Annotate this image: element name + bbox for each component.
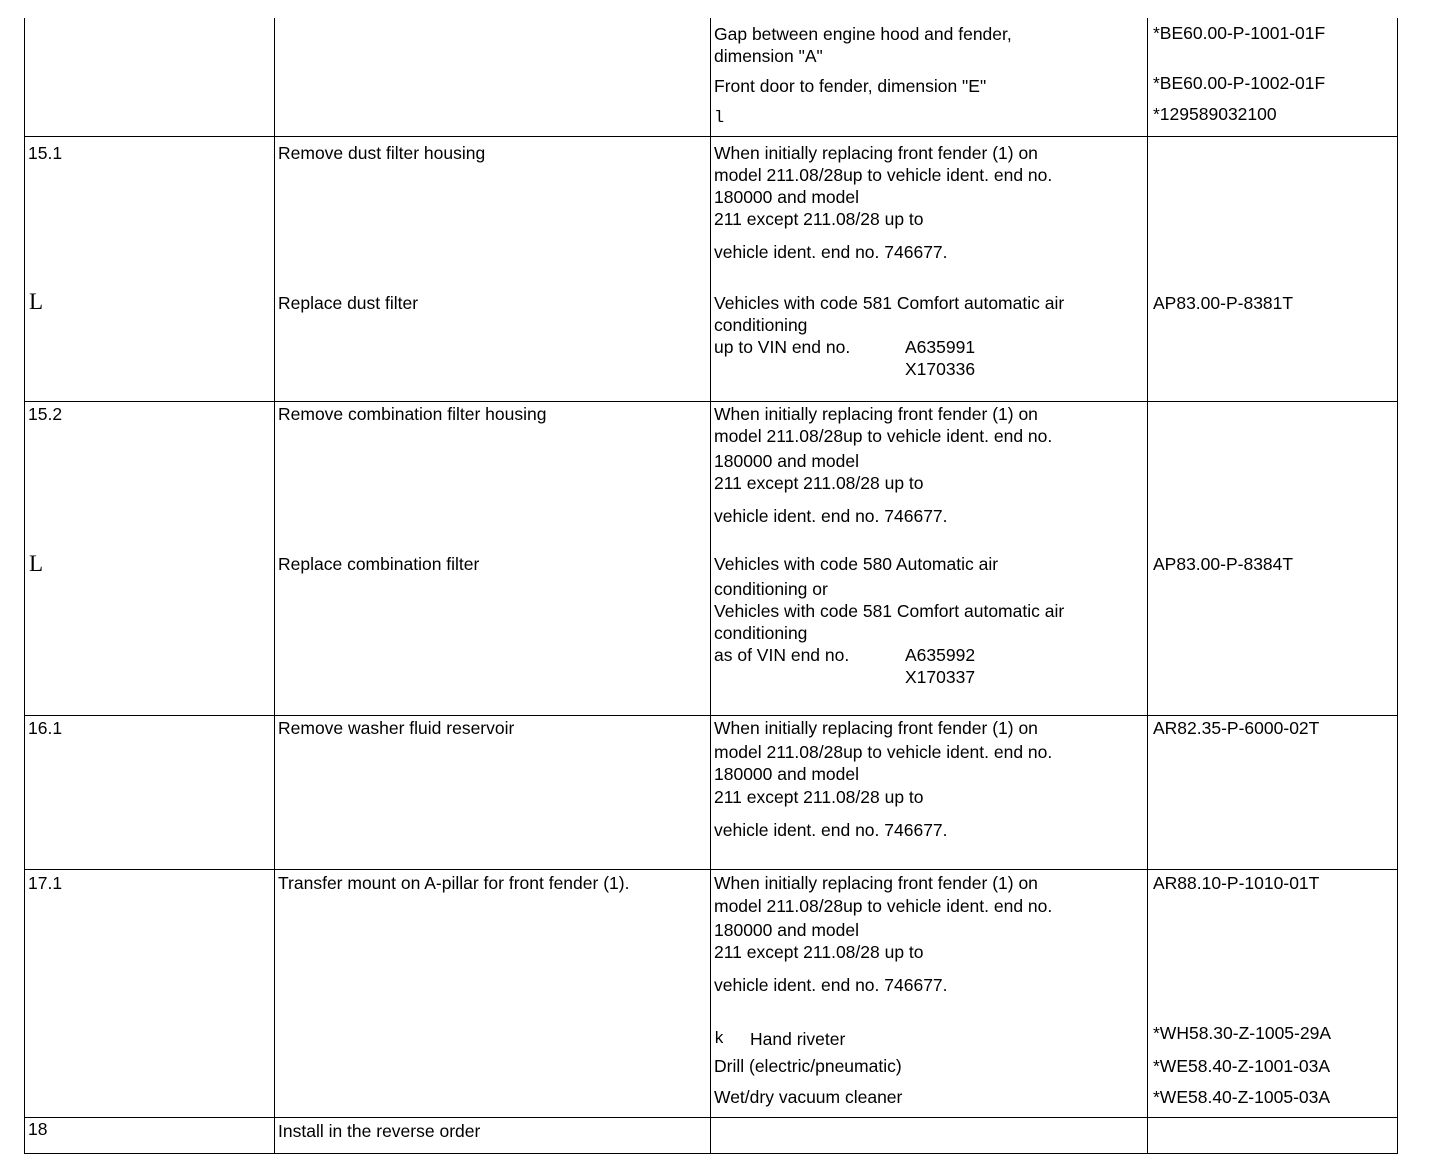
table-cell-condition: Vehicles with code 581 Comfort automatic air <box>714 293 1065 313</box>
table-cell-condition: model 211.08/28up to vehicle ident. end no. <box>714 742 1053 762</box>
table-cell-condition: 180000 and model <box>714 764 859 784</box>
table-cell-reference: AR88.10-P-1010-01T <box>1153 873 1320 893</box>
table-cell-condition: conditioning <box>714 315 808 335</box>
table-cell-reference: *BE60.00-P-1002-01F <box>1153 73 1326 93</box>
table-cell-condition: When initially replacing front fender (1) on <box>714 404 1038 424</box>
table-cell-condition: 180000 and model <box>714 451 859 471</box>
step-action: Remove combination filter housing <box>278 404 547 424</box>
table-cell-reference: *BE60.00-P-1001-01F <box>1153 23 1326 43</box>
row-divider <box>24 869 1398 870</box>
table-cell-condition: vehicle ident. end no. 746677. <box>714 820 948 840</box>
vin-value: A635992 <box>905 645 976 665</box>
tool-name: Drill (electric/pneumatic) <box>714 1056 902 1076</box>
table-cell-condition: Vehicles with code 580 Automatic air <box>714 554 999 574</box>
table-cell-reference: AP83.00-P-8381T <box>1153 293 1294 313</box>
step-action: Replace dust filter <box>278 293 419 313</box>
table-border-bottom <box>24 1153 1398 1154</box>
table-cell-condition: When initially replacing front fender (1) on <box>714 143 1038 163</box>
tool-symbol: k <box>714 1030 725 1049</box>
step-action: Remove washer fluid reservoir <box>278 718 515 738</box>
table-cell-condition: Vehicles with code 581 Comfort automatic air <box>714 601 1065 621</box>
substep-symbol: L <box>29 551 44 576</box>
table-cell-reference: AP83.00-P-8384T <box>1153 554 1294 574</box>
step-action: Transfer mount on A-pillar for front fender (1). <box>278 873 630 893</box>
vin-value: A635991 <box>905 337 976 357</box>
step-number: 16.1 <box>28 718 63 738</box>
table-cell-condition: 180000 and model <box>714 187 859 207</box>
tool-reference: *WE58.40-Z-1005-03A <box>1153 1087 1331 1107</box>
table-cell-condition: vehicle ident. end no. 746677. <box>714 975 948 995</box>
table-cell-condition: vehicle ident. end no. 746677. <box>714 242 948 262</box>
table-border-right <box>1397 18 1398 1154</box>
row-divider <box>24 136 1398 137</box>
table-cell-reference: AR82.35-P-6000-02T <box>1153 718 1320 738</box>
step-number: 18 <box>28 1119 48 1139</box>
table-cell-condition: as of VIN end no. <box>714 645 850 665</box>
step-number: 17.1 <box>28 873 63 893</box>
table-cell-condition: model 211.08/28up to vehicle ident. end no. <box>714 426 1053 446</box>
table-cell-condition: conditioning <box>714 623 808 643</box>
tool-name: Wet/dry vacuum cleaner <box>714 1087 903 1107</box>
table-cell-condition: When initially replacing front fender (1) on <box>714 873 1038 893</box>
table-cell-condition: 211 except 211.08/28 up to <box>714 209 924 229</box>
step-action: Remove dust filter housing <box>278 143 486 163</box>
table-cell-reference: *129589032100 <box>1153 104 1277 124</box>
step-action: Install in the reverse order <box>278 1121 481 1141</box>
table-cell-condition: 211 except 211.08/28 up to <box>714 473 924 493</box>
substep-symbol: L <box>29 289 44 314</box>
step-number: 15.1 <box>28 143 63 163</box>
row-divider <box>24 1117 1398 1118</box>
vin-value: X170337 <box>905 667 976 687</box>
step-number: 15.2 <box>28 404 63 424</box>
table-cell-condition: When initially replacing front fender (1) on <box>714 718 1038 738</box>
column-divider-1 <box>274 18 275 1154</box>
table-cell-condition: dimension "A" <box>714 46 823 66</box>
table-cell-condition: Front door to fender, dimension "E" <box>714 76 987 96</box>
vin-value: X170336 <box>905 359 976 379</box>
column-divider-2 <box>710 18 711 1154</box>
table-cell-condition: model 211.08/28up to vehicle ident. end no. <box>714 896 1053 916</box>
table-cell-condition: 180000 and model <box>714 920 859 940</box>
row-divider <box>24 401 1398 402</box>
column-divider-3 <box>1147 18 1148 1154</box>
table-cell-condition: conditioning or <box>714 579 828 599</box>
symbol-glyph: l <box>714 109 725 128</box>
tool-reference: *WH58.30-Z-1005-29A <box>1153 1023 1331 1043</box>
table-cell-condition: 211 except 211.08/28 up to <box>714 787 924 807</box>
row-divider <box>24 715 1398 716</box>
table-cell-condition: model 211.08/28up to vehicle ident. end no. <box>714 165 1053 185</box>
table-cell-condition: 211 except 211.08/28 up to <box>714 942 924 962</box>
table-cell-condition: up to VIN end no. <box>714 337 851 357</box>
table-cell-condition: vehicle ident. end no. 746677. <box>714 506 948 526</box>
step-action: Replace combination filter <box>278 554 480 574</box>
tool-reference: *WE58.40-Z-1001-03A <box>1153 1056 1331 1076</box>
tool-name: Hand riveter <box>750 1029 846 1049</box>
table-border-left <box>24 18 25 1154</box>
table-cell-condition: Gap between engine hood and fender, <box>714 24 1012 44</box>
